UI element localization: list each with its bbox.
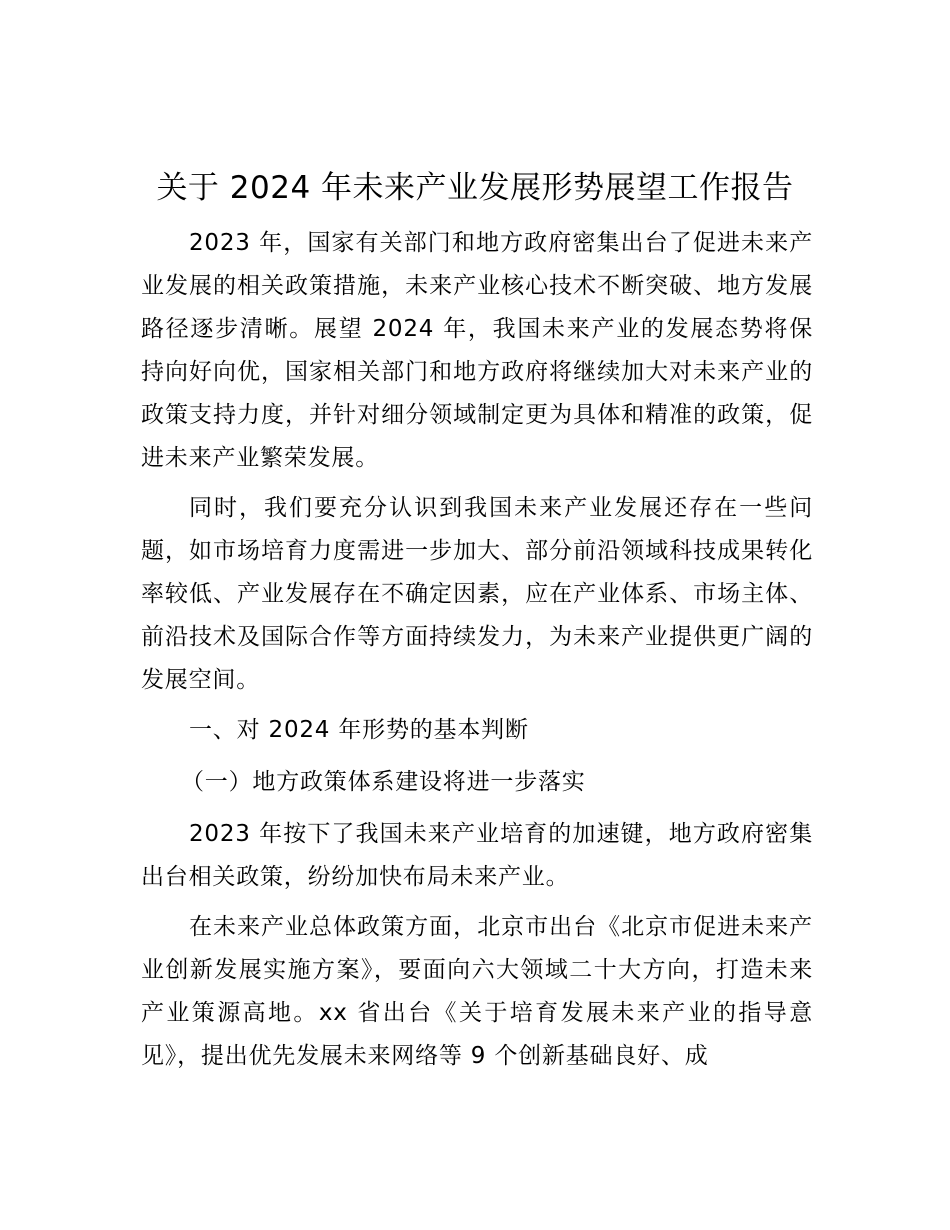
intro-paragraph: 2023 年，国家有关部门和地方政府密集出台了促进未来产业发展的相关政策措施，未来产业核心技术不断突破、地方发展路径逐步清晰。展望 2024 年，我国未来产业的发展态势将保持向好向优，国家相关部门和地方政府将继续加大对未来产业的政策支持力度，并针对细分领域制定更为具体和精准的政策，促进未来产业繁荣发展。 xyxy=(141,230,813,471)
document-title: 关于 2024 年未来产业发展形势展望工作报告 xyxy=(156,170,794,206)
section-heading: 一、对 2024 年形势的基本判断 xyxy=(189,717,529,743)
overall-policy-paragraph: 在未来产业总体政策方面，北京市出台《北京市促进未来产业创新发展实施方案》，要面向六大领域二十大方向，打造未来产业策源高地。xx 省出台《关于培育发展未来产业的指导意见》，提出优先发展未来网络等 9 个创新基础良好、成 xyxy=(141,914,813,1069)
policy-paragraph: 2023 年按下了我国未来产业培育的加速键，地方政府密集出台相关政策，纷纷加快布局未来产业。 xyxy=(141,821,813,890)
issues-paragraph: 同时，我们要充分认识到我国未来产业发展还存在一些问题，如市场培育力度需进一步加大、部分前沿领域科技成果转化率较低、产业发展存在不确定因素，应在产业体系、市场主体、前沿技术及国际合作等方面持续发力，为未来产业提供更广阔的发展空间。 xyxy=(141,495,813,693)
document-body xyxy=(141,222,813,1085)
subsection-heading: （一）地方政策体系建设将进一步落实 xyxy=(181,769,586,795)
